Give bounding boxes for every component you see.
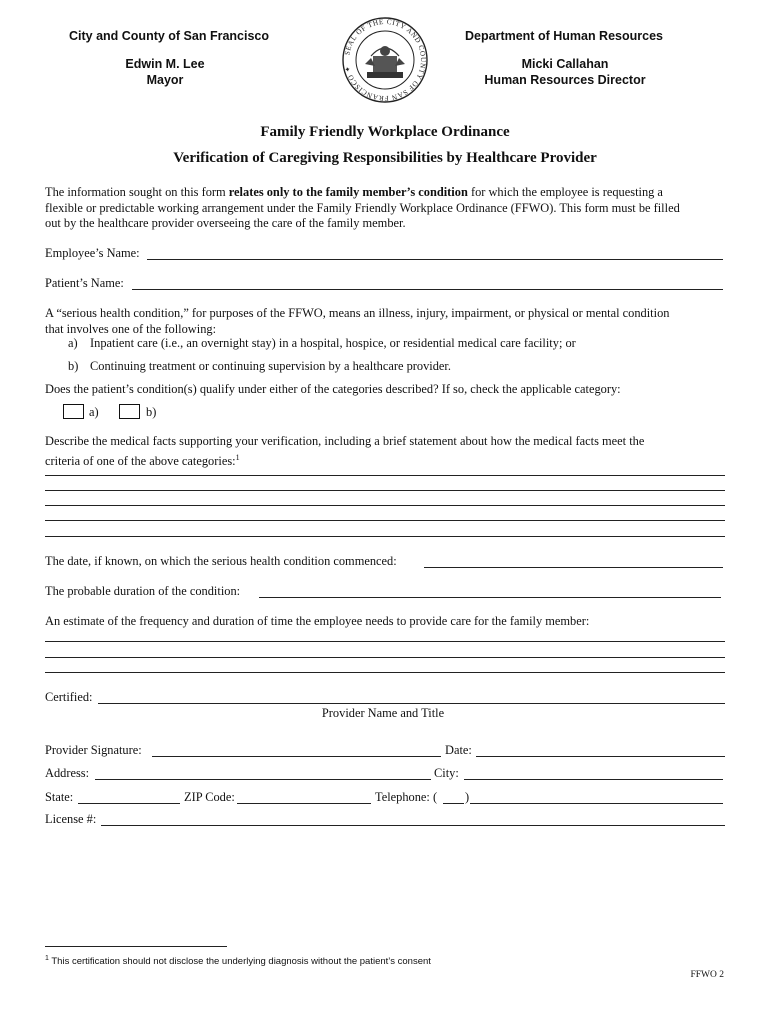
condition-date-label: The date, if known, on which the serious health condition commenced:	[45, 554, 397, 568]
certified-label: Certified:	[45, 690, 93, 704]
zip-field[interactable]	[237, 803, 371, 804]
item-a-text: Inpatient care (i.e., an overnight stay) in a hospital, hospice, or residential medical care facility; or	[90, 336, 576, 350]
patient-name-field[interactable]	[132, 289, 723, 290]
date-field[interactable]	[476, 756, 725, 757]
state-field[interactable]	[78, 803, 180, 804]
condition-date-field[interactable]	[424, 567, 723, 568]
license-label: License #:	[45, 812, 97, 826]
describe-paragraph	[45, 434, 745, 469]
definition-line-2: that involves one of the following:	[45, 321, 217, 336]
city-field[interactable]	[464, 779, 723, 780]
address-field[interactable]	[95, 779, 431, 780]
form-subtitle: Verification of Caregiving Responsibilities by Healthcare Provider	[173, 150, 597, 166]
condition-duration-field[interactable]	[259, 597, 721, 598]
item-b-text: Continuing treatment or continuing supervision by a healthcare provider.	[90, 359, 451, 373]
form-id: FFWO 2	[690, 970, 724, 980]
footnote-text: This certification should not disclose the underlying diagnosis without the patient’s consent	[51, 956, 431, 968]
mayor-title: Mayor	[146, 73, 184, 87]
category-a-label: a)	[89, 405, 99, 419]
city-label: City:	[434, 766, 459, 780]
intro-emphasis: relates only to the family member’s condition	[228, 185, 468, 199]
item-a-marker: a)	[68, 336, 78, 350]
category-b-label: b)	[146, 405, 157, 419]
address-label: Address:	[45, 766, 90, 780]
category-a-checkbox[interactable]	[63, 404, 84, 419]
director-title: Human Resources Director	[484, 73, 646, 87]
estimate-label: An estimate of the frequency and duration of time the employee needs to provide care for the family member:	[45, 614, 590, 628]
mayor-name: Edwin M. Lee	[125, 57, 205, 71]
definition-paragraph	[45, 306, 745, 337]
employee-name-field[interactable]	[147, 259, 723, 260]
describe-line-field-4[interactable]	[45, 520, 725, 521]
intro-line-3: out by the healthcare provider overseeing the care of the family member.	[45, 216, 406, 230]
estimate-line-field-3[interactable]	[45, 672, 725, 673]
city-county-title: City and County of San Francisco	[68, 29, 270, 43]
condition-duration-label: The probable duration of the condition:	[45, 584, 241, 598]
describe-line-field-3[interactable]	[45, 505, 725, 506]
describe-line-1: Describe the medical facts supporting your verification, including a brief statement about how the medical facts meet the	[45, 434, 645, 448]
intro-text-end: for which the employee is requesting a	[467, 185, 663, 199]
department-title: Department of Human Resources	[465, 29, 663, 43]
describe-line-2: criteria of one of the above categories:	[45, 453, 236, 468]
provider-name-caption: Provider Name and Title	[321, 706, 445, 720]
estimate-line-field-2[interactable]	[45, 657, 725, 658]
provider-signature-field[interactable]	[152, 756, 441, 757]
city-seal-icon	[341, 16, 429, 104]
license-field[interactable]	[101, 825, 725, 826]
estimate-line-field-1[interactable]	[45, 641, 725, 642]
telephone-label: Telephone: (	[375, 790, 438, 804]
zip-label: ZIP Code:	[184, 790, 235, 804]
form-title: Family Friendly Workplace Ordinance	[260, 124, 510, 140]
telephone-number-field[interactable]	[470, 803, 723, 804]
date-label: Date:	[445, 743, 472, 757]
telephone-paren-close: )	[465, 790, 470, 804]
definition-line-1: A “serious health condition,” for purposes of the FFWO, means an illness, injury, impairment, or physical or mental condition	[45, 306, 670, 320]
director-name: Micki Callahan	[521, 57, 609, 71]
employee-name-label: Employee’s Name:	[45, 246, 140, 260]
provider-signature-label: Provider Signature:	[45, 743, 142, 757]
describe-line-field-5[interactable]	[45, 536, 725, 537]
patient-name-label: Patient’s Name:	[45, 276, 124, 290]
qualify-question: Does the patient’s condition(s) qualify under either of the categories described? If so, check the applicable category:	[45, 382, 621, 396]
state-label: State:	[45, 790, 74, 804]
telephone-area-code-field[interactable]	[443, 803, 464, 804]
svg-text:SEAL OF THE CITY AND COUNTY OF: SEAL OF THE CITY AND COUNTY OF SAN FRANCISCO ✦	[343, 17, 428, 103]
footnote	[45, 955, 645, 967]
intro-text-start: The information sought on this form	[45, 185, 229, 199]
footnote-divider	[45, 946, 227, 947]
intro-paragraph	[45, 185, 735, 232]
intro-line-2: flexible or predictable working arrangement under the Family Friendly Workplace Ordinance (FFWO). This form must be filled	[45, 200, 680, 215]
describe-line-field-1[interactable]	[45, 475, 725, 476]
footnote-marker: 1	[45, 955, 49, 962]
item-b-marker: b)	[68, 359, 79, 373]
describe-line-field-2[interactable]	[45, 490, 725, 491]
category-b-checkbox[interactable]	[119, 404, 140, 419]
certified-field[interactable]	[98, 703, 725, 704]
footnote-ref: 1	[235, 452, 240, 462]
